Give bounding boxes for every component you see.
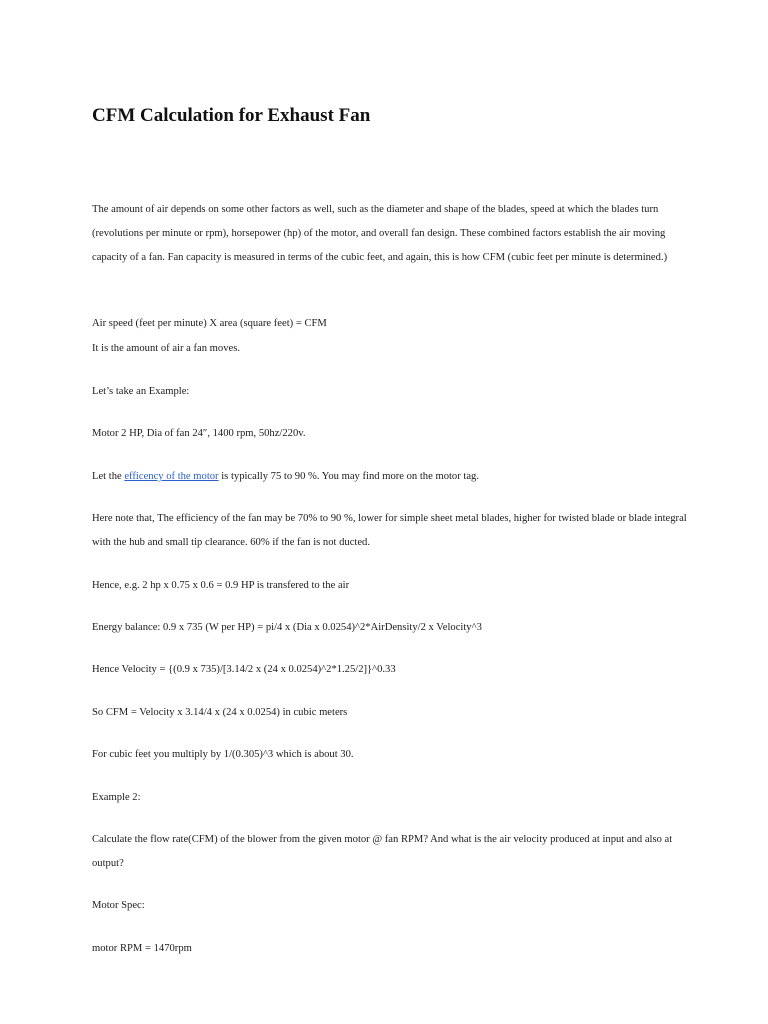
efficiency-motor-link[interactable]: efficency of the motor <box>124 471 219 482</box>
energy-balance-line: Energy balance: 0.9 x 735 (W per HP) = pi/4 x (Dia x 0.0254)^2*AirDensity/2 x Velocity^3 <box>92 622 482 633</box>
formula-note: It is the amount of air a fan moves. <box>92 343 240 354</box>
efficiency-paragraph <box>92 465 688 489</box>
hence-line: Hence, e.g. 2 hp x 0.75 x 0.6 = 0.9 HP is transfered to the air <box>92 580 350 591</box>
formula-line: Air speed (feet per minute) X area (square feet) = CFM <box>92 318 327 329</box>
intro-paragraph: The amount of air depends on some other factors as well, such as the diameter and shape of the blades, speed at which the blades turn (revolutions per minute or rpm), horsepower (hp) of the motor, and overall fan design. These combined factors establish the air moving capacity of a fan. Fan capacity is measured in terms of the cubic feet, and again, this is how CFM (cubic feet per minute is determined.) <box>92 204 668 263</box>
example-heading: Let’s take an Example: <box>92 386 190 397</box>
page-title: CFM Calculation for Exhaust Fan <box>92 105 371 126</box>
velocity-line: Hence Velocity = {(0.9 x 735)/[3.14/2 x (24 x 0.0254)^2*1.25/2]}^0.33 <box>92 664 396 675</box>
cfm-line: So CFM = Velocity x 3.14/4 x (24 x 0.0254) in cubic meters <box>92 707 348 718</box>
example2-heading: Example 2: <box>92 792 141 803</box>
cubic-feet-line: For cubic feet you multiply by 1/(0.305)^3 which is about 30. <box>92 749 354 760</box>
efficiency-text-after: is typically 75 to 90 %. You may find more on the motor tag. <box>218 471 479 482</box>
fan-efficiency-paragraph: Here note that, The efficiency of the fan may be 70% to 90 %, lower for simple sheet metal blades, higher for twisted blade or blade integral with the hub and small tip clearance. 60% if the fan is not ducted. <box>92 513 687 548</box>
efficiency-text-before: Let the <box>92 471 125 482</box>
example2-question: Calculate the flow rate(CFM) of the blower from the given motor @ fan RPM? And what is the air velocity produced at input and also at output? <box>92 834 673 869</box>
motor-spec-heading: Motor Spec: <box>92 900 145 911</box>
motor-rpm-line: motor RPM = 1470rpm <box>92 943 192 954</box>
motor-line: Motor 2 HP, Dia of fan 24″, 1400 rpm, 50hz/220v. <box>92 428 306 439</box>
